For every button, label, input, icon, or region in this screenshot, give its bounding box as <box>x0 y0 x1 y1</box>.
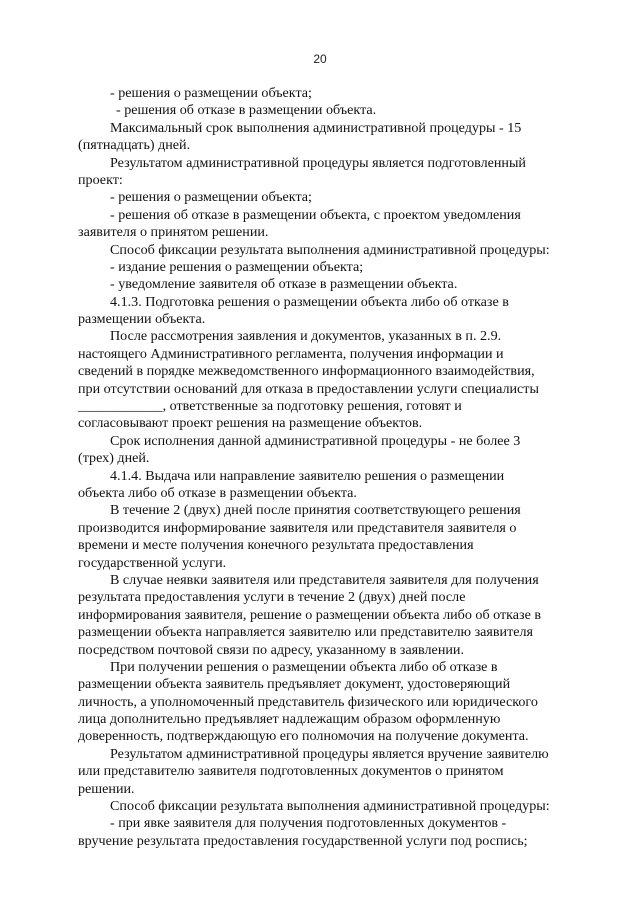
text-line: - решения об отказе в размещении объекта, с проектом уведомления <box>110 206 521 223</box>
text-line: проект: <box>78 171 123 188</box>
text-line: ____________, ответственные за подготовку решения, готовят и <box>78 398 462 415</box>
text-line: времени и месте получения конечного результата предоставления <box>78 537 474 554</box>
text-line: 4.1.3. Подготовка решения о размещении объекта либо об отказе в <box>110 293 509 310</box>
text-line: Максимальный срок выполнения административной процедуры - 15 <box>110 119 522 136</box>
text-line: 4.1.4. Выдача или направление заявителю решения о размещении <box>110 467 505 484</box>
document-body <box>78 85 584 850</box>
text-line: настоящего Административного регламента, получения информации и <box>78 345 504 362</box>
text-line: посредством почтовой связи по адресу, указанному в заявлении. <box>78 641 464 658</box>
text-line: Срок исполнения данной административной процедуры - не более 3 <box>110 432 521 449</box>
text-line: или представителю заявителя подготовленных документов о принятом <box>78 763 504 780</box>
text-line: (пятнадцать) дней. <box>78 137 191 154</box>
text-line: личность, а уполномоченный представитель физического или юридического <box>78 693 538 710</box>
text-line: (трех) дней. <box>78 450 150 467</box>
text-line: Способ фиксации результата выполнения административной процедуры: <box>110 241 550 258</box>
text-line: доверенность, подтверждающую его полномочия на получение документа. <box>78 728 529 745</box>
text-line: сведений в порядке межведомственного информационного взаимодействия, <box>78 363 535 380</box>
text-line: объекта либо об отказе в размещении объекта. <box>78 484 357 501</box>
text-line: заявителя о принятом решении. <box>78 224 269 241</box>
text-line: - издание решения о размещении объекта; <box>110 258 364 275</box>
text-line: лица дополнительно предъявляет надлежащим образом оформленную <box>78 711 501 728</box>
page-number: 20 <box>313 52 327 66</box>
text-line: Результатом административной процедуры является вручение заявителю <box>110 745 549 762</box>
text-line: размещении объекта. <box>78 311 206 328</box>
text-line: согласовывают проект решения на размещение объектов. <box>78 415 423 432</box>
text-line: при отсутствии оснований для отказа в предоставлении услуги специалисты <box>78 380 539 397</box>
text-line: - уведомление заявителя об отказе в размещении объекта. <box>110 276 458 293</box>
text-line: решении. <box>78 780 135 797</box>
text-line: результата предоставления услуги в течение 2 (двух) дней после <box>78 589 466 606</box>
text-line: - при явке заявителя для получения подготовленных документов - <box>110 815 507 832</box>
text-line: В течение 2 (двух) дней после принятия соответствующего решения <box>110 502 521 519</box>
text-line: Результатом административной процедуры является подготовленный <box>110 154 526 171</box>
text-line: - решения об отказе в размещении объекта. <box>116 102 377 119</box>
text-line: - решения о размещении объекта; <box>110 189 312 206</box>
text-line: При получении решения о размещении объекта либо об отказе в <box>110 658 498 675</box>
text-line: вручение результата предоставления государственной услуги под роспись; <box>78 832 528 849</box>
text-line: Способ фиксации результата выполнения административной процедуры: <box>110 798 550 815</box>
text-line: - решения о размещении объекта; <box>110 85 312 101</box>
text-line: размещении объекта заявитель предъявляет документ, удостоверяющий <box>78 676 511 693</box>
text-line: информирования заявителя, решение о размещении объекта либо об отказе в <box>78 606 542 623</box>
text-line: размещении объекта направляется заявителю или представителю заявителя <box>78 624 534 641</box>
text-line: производится информирование заявителя или представителя заявителя о <box>78 519 517 536</box>
text-line: После рассмотрения заявления и документов, указанных в п. 2.9. <box>110 328 502 345</box>
text-line: государственной услуги. <box>78 554 227 571</box>
text-line: В случае неявки заявителя или представителя заявителя для получения <box>110 571 539 588</box>
